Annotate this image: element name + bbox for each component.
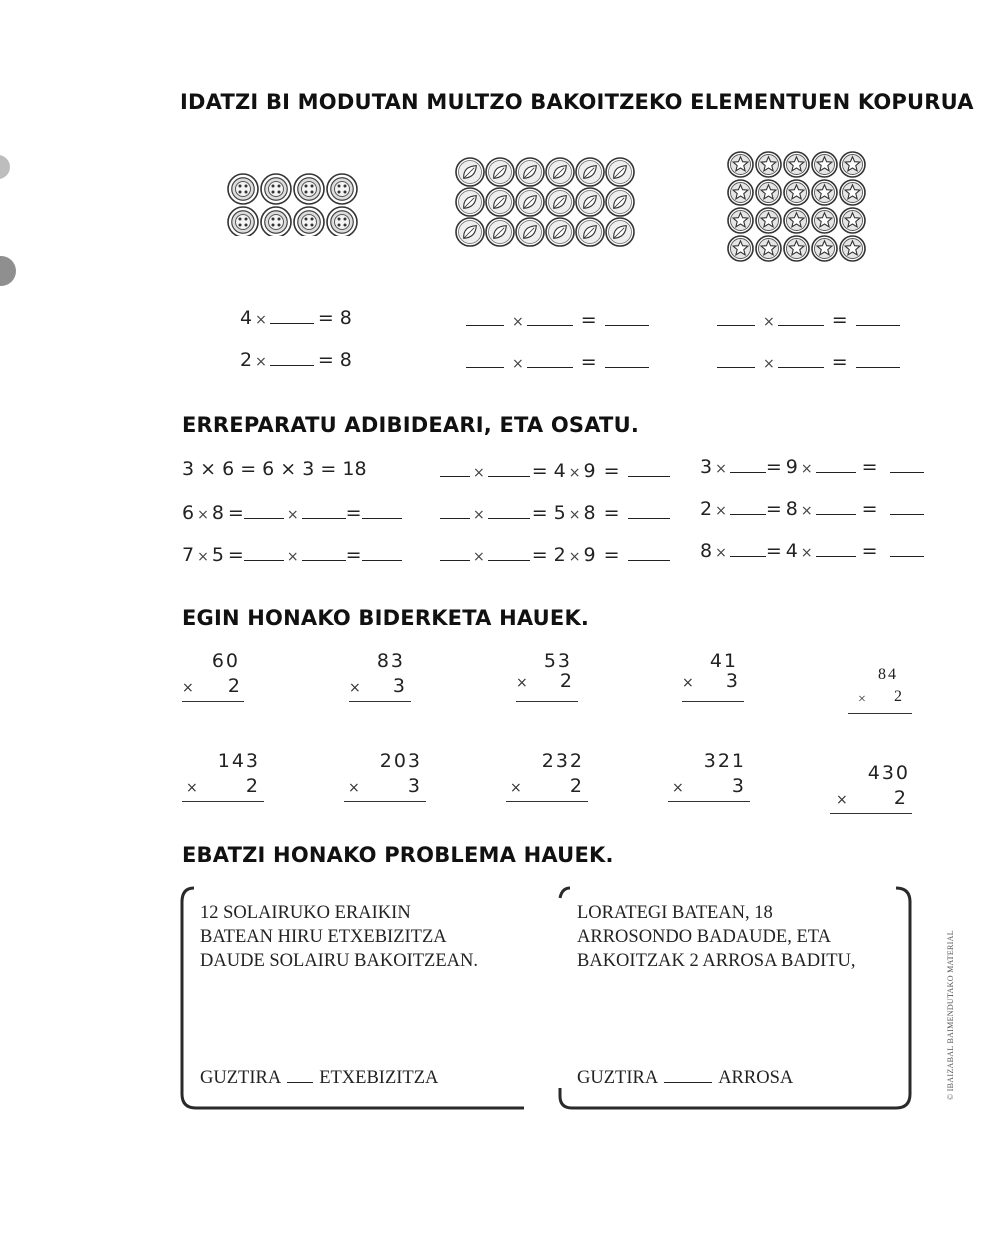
multiplication-problem xyxy=(516,650,578,704)
problem-answer xyxy=(577,1068,793,1089)
factor: 7 xyxy=(182,544,195,566)
bottom-number: 2 xyxy=(559,670,574,692)
answer-blank[interactable] xyxy=(270,307,314,324)
result-line xyxy=(848,713,912,714)
leaf-coin-icon xyxy=(516,188,544,216)
button-icon xyxy=(327,207,357,236)
equals-sign: = xyxy=(580,351,597,373)
button-icon xyxy=(228,207,258,236)
equals-sign: = xyxy=(603,544,620,566)
problem-line: BAKOITZAK 2 ARROSA BADITU, xyxy=(577,951,856,971)
answer-blank[interactable] xyxy=(890,456,924,473)
answer-prefix: GUZTIRA xyxy=(200,1068,282,1088)
answer-blank[interactable] xyxy=(730,456,766,473)
leaf-coin-icon xyxy=(546,158,574,186)
top-number: 232 xyxy=(541,750,584,772)
times-sign: × xyxy=(286,549,299,565)
equation-row xyxy=(240,307,352,329)
leaf-coin-icon xyxy=(546,218,574,246)
button-icon xyxy=(294,174,324,204)
times-sign: × xyxy=(512,356,524,372)
section-title-count-sets: IDATZI BI MODUTAN MULTZO BAKOITZEKO ELEMENTUEN KOPURUA xyxy=(180,90,974,114)
leaf-coin-icon xyxy=(486,158,514,186)
equation-row xyxy=(700,540,924,562)
answer-blank[interactable] xyxy=(527,351,573,368)
star-coin-icon xyxy=(784,236,809,261)
bottom-number: 2 xyxy=(245,775,260,797)
equals-sign: = xyxy=(345,502,362,524)
equation-row xyxy=(700,498,924,520)
multiplication-problem xyxy=(506,750,588,804)
button-icon xyxy=(261,174,291,204)
leaf-coin-group-image xyxy=(454,156,638,254)
star-coin-icon xyxy=(756,180,781,205)
star-coin-icon xyxy=(728,152,753,177)
star-coin-icon xyxy=(728,208,753,233)
answer-suffix: ETXEBIZITZA xyxy=(319,1068,439,1088)
equals-sign: = xyxy=(861,456,878,478)
answer-blank[interactable] xyxy=(816,540,856,557)
problem-line: 12 SOLAIRUKO ERAIKIN xyxy=(200,903,411,923)
equation-row xyxy=(440,544,670,566)
times-sign: × xyxy=(568,507,581,523)
multiplication-problem xyxy=(668,750,750,804)
result-line xyxy=(344,801,426,802)
answer-blank[interactable] xyxy=(488,502,530,519)
star-coin-icon xyxy=(784,180,809,205)
factor: 2 xyxy=(240,349,253,371)
button-group-image xyxy=(226,172,364,236)
star-coin-group-image xyxy=(726,150,868,262)
times-sign: × xyxy=(715,545,727,561)
multiplication-problem xyxy=(682,650,744,704)
answer-blank[interactable] xyxy=(527,309,573,326)
times-sign: × xyxy=(512,314,524,330)
multiplication-problem xyxy=(848,666,912,716)
problem-text xyxy=(577,901,856,973)
section-title-commutative: ERREPARATU ADIBIDEARI, ETA OSATU. xyxy=(182,413,640,437)
multiplication-problem xyxy=(830,762,912,816)
factor: 4 xyxy=(553,460,566,482)
answer-blank[interactable] xyxy=(488,544,530,561)
leaf-coin-icon xyxy=(576,218,604,246)
times-sign: × xyxy=(568,465,581,481)
leaf-coin-icon xyxy=(456,218,484,246)
equals-sign: = xyxy=(765,456,782,478)
answer-blank[interactable] xyxy=(778,351,824,368)
times-sign: × xyxy=(715,503,727,519)
leaf-coin-icon xyxy=(456,188,484,216)
answer-blank[interactable] xyxy=(628,544,670,561)
equals-sign: = xyxy=(765,498,782,520)
factor: 4 xyxy=(785,540,798,562)
answer-blank[interactable] xyxy=(856,309,900,326)
bottom-number: 3 xyxy=(731,775,746,797)
equation-row xyxy=(240,349,352,371)
answer-blank[interactable] xyxy=(664,1068,712,1083)
factor: 8 xyxy=(700,540,713,562)
top-number: 430 xyxy=(867,762,910,784)
times-sign: × xyxy=(715,461,727,477)
result-line xyxy=(506,801,588,802)
times-sign: × xyxy=(182,680,196,696)
answer-blank[interactable] xyxy=(302,544,346,561)
answer-blank[interactable] xyxy=(628,460,670,477)
equals-sign: = xyxy=(227,544,244,566)
star-coin-icon xyxy=(840,208,865,233)
result: = 8 xyxy=(317,307,352,329)
bottom-number: 2 xyxy=(227,675,242,697)
times-sign: × xyxy=(858,692,868,707)
leaf-coin-icon xyxy=(606,188,634,216)
binder-hole xyxy=(0,155,10,179)
factor: 9 xyxy=(583,460,596,482)
equals-sign: = xyxy=(345,544,362,566)
problem-line: DAUDE SOLAIRU BAKOITZEAN. xyxy=(200,951,478,971)
factor: 8 xyxy=(583,502,596,524)
top-number: 60 xyxy=(211,650,240,672)
problem-answer xyxy=(200,1068,438,1089)
times-sign: × xyxy=(800,545,813,561)
star-coin-icon xyxy=(756,152,781,177)
times-sign: × xyxy=(255,312,267,328)
times-sign: × xyxy=(349,680,363,696)
times-sign: × xyxy=(836,792,850,808)
equation-row xyxy=(466,351,649,373)
answer-blank[interactable] xyxy=(362,502,402,519)
times-sign: × xyxy=(186,780,200,796)
leaf-coin-icon xyxy=(456,158,484,186)
answer-blank[interactable] xyxy=(302,502,346,519)
answer-blank[interactable] xyxy=(440,460,470,477)
equals-sign: = xyxy=(861,498,878,520)
equals-sign: = xyxy=(861,540,878,562)
button-icon xyxy=(294,207,324,236)
star-coin-icon xyxy=(756,236,781,261)
example-text: 3 × 6 = 6 × 3 = 18 xyxy=(182,458,367,480)
times-sign: × xyxy=(510,780,524,796)
times-sign: × xyxy=(286,507,299,523)
answer-blank[interactable] xyxy=(244,502,284,519)
times-sign: × xyxy=(473,549,485,565)
answer-blank[interactable] xyxy=(488,460,530,477)
result-line xyxy=(349,701,411,702)
equals-sign: = xyxy=(831,309,848,331)
star-coin-icon xyxy=(756,208,781,233)
leaf-coin-icon xyxy=(516,218,544,246)
equals-sign: = xyxy=(580,309,597,331)
problem-line: ARROSONDO BADAUDE, ETA xyxy=(577,927,831,947)
star-coin-icon xyxy=(812,180,837,205)
multiplication-problem xyxy=(182,650,244,704)
answer-blank[interactable] xyxy=(270,349,314,366)
times-sign: × xyxy=(763,356,775,372)
factor: 9 xyxy=(785,456,798,478)
answer-prefix: GUZTIRA xyxy=(577,1068,659,1088)
leaf-coin-icon xyxy=(486,218,514,246)
factor: 5 xyxy=(553,502,566,524)
times-sign: × xyxy=(197,549,209,565)
answer-blank[interactable] xyxy=(856,351,900,368)
times-sign: × xyxy=(763,314,775,330)
star-coin-icon xyxy=(728,180,753,205)
result-line xyxy=(182,801,264,802)
answer-blank[interactable] xyxy=(628,502,670,519)
bottom-number: 2 xyxy=(569,775,584,797)
button-icon xyxy=(228,174,258,204)
factor: 3 xyxy=(700,456,713,478)
result-line xyxy=(182,701,244,702)
equals-sign: = xyxy=(531,460,548,482)
example-equation xyxy=(182,458,367,480)
equation-row xyxy=(182,544,402,566)
bottom-number: 2 xyxy=(893,787,908,809)
equation-row xyxy=(717,309,900,331)
factor: 2 xyxy=(700,498,713,520)
answer-blank[interactable] xyxy=(466,309,504,326)
equals-sign: = xyxy=(531,502,548,524)
multiplication-problem xyxy=(344,750,426,804)
bottom-number: 3 xyxy=(392,675,407,697)
binder-hole xyxy=(0,256,16,286)
answer-blank[interactable] xyxy=(466,351,504,368)
times-sign: × xyxy=(568,549,581,565)
result-line xyxy=(668,801,750,802)
top-number: 83 xyxy=(376,650,405,672)
equals-sign: = xyxy=(603,502,620,524)
star-coin-icon xyxy=(784,208,809,233)
equals-sign: = xyxy=(227,502,244,524)
answer-blank[interactable] xyxy=(890,540,924,557)
equation-row xyxy=(182,502,402,524)
times-sign: × xyxy=(672,780,686,796)
times-sign: × xyxy=(682,675,696,691)
times-sign: × xyxy=(255,354,267,370)
bottom-number: 3 xyxy=(725,670,740,692)
top-number: 143 xyxy=(217,750,260,772)
answer-blank[interactable] xyxy=(362,544,402,561)
leaf-coin-icon xyxy=(606,218,634,246)
answer-blank[interactable] xyxy=(730,540,766,557)
equals-sign: = xyxy=(831,351,848,373)
answer-blank[interactable] xyxy=(440,502,470,519)
result: = 8 xyxy=(317,349,352,371)
section-title-problems: EBATZI HONAKO PROBLEMA HAUEK. xyxy=(182,843,614,867)
times-sign: × xyxy=(197,507,209,523)
answer-blank[interactable] xyxy=(816,456,856,473)
star-coin-icon xyxy=(840,152,865,177)
star-coin-icon xyxy=(812,208,837,233)
star-coin-icon xyxy=(812,236,837,261)
factor: 8 xyxy=(785,498,798,520)
top-number: 321 xyxy=(703,750,746,772)
bottom-number: 3 xyxy=(407,775,422,797)
top-number: 84 xyxy=(878,666,898,683)
answer-blank[interactable] xyxy=(890,498,924,515)
result-line xyxy=(830,813,912,814)
times-sign: × xyxy=(348,780,362,796)
leaf-coin-icon xyxy=(576,188,604,216)
star-coin-icon xyxy=(840,180,865,205)
leaf-coin-icon xyxy=(486,188,514,216)
answer-blank[interactable] xyxy=(816,498,856,515)
result-line xyxy=(682,701,744,702)
leaf-coin-icon xyxy=(516,158,544,186)
leaf-coin-icon xyxy=(576,158,604,186)
answer-blank[interactable] xyxy=(717,309,755,326)
top-number: 41 xyxy=(709,650,738,672)
star-coin-icon xyxy=(728,236,753,261)
equals-sign: = xyxy=(765,540,782,562)
times-sign: × xyxy=(473,465,485,481)
times-sign: × xyxy=(473,507,485,523)
answer-blank[interactable] xyxy=(605,309,649,326)
factor: 4 xyxy=(240,307,253,329)
factor: 2 xyxy=(553,544,566,566)
button-icon xyxy=(327,174,357,204)
times-sign: × xyxy=(800,503,813,519)
copyright-note: © IBAIZABAL BAIMENDUTAKO MATERIAL xyxy=(946,930,955,1100)
equation-row xyxy=(466,309,649,331)
star-coin-icon xyxy=(784,152,809,177)
bottom-number: 2 xyxy=(894,688,904,705)
equation-row xyxy=(440,502,670,524)
multiplication-problem xyxy=(349,650,411,704)
answer-blank[interactable] xyxy=(778,309,824,326)
problem-line: BATEAN HIRU ETXEBIZITZA xyxy=(200,927,447,947)
factor: 9 xyxy=(583,544,596,566)
top-number: 53 xyxy=(543,650,572,672)
equation-row xyxy=(717,351,900,373)
result-line xyxy=(516,701,578,702)
equation-row xyxy=(700,456,924,478)
star-coin-icon xyxy=(812,152,837,177)
answer-suffix: ARROSA xyxy=(718,1068,794,1088)
problem-text xyxy=(200,901,478,973)
times-sign: × xyxy=(516,675,530,691)
equals-sign: = xyxy=(531,544,548,566)
button-icon xyxy=(261,207,291,236)
times-sign: × xyxy=(800,461,813,477)
equation-row xyxy=(440,460,670,482)
leaf-coin-icon xyxy=(546,188,574,216)
leaf-coin-icon xyxy=(606,158,634,186)
answer-blank[interactable] xyxy=(244,544,284,561)
answer-blank[interactable] xyxy=(717,351,755,368)
section-title-multiplications: EGIN HONAKO BIDERKETA HAUEK. xyxy=(182,606,590,630)
star-coin-icon xyxy=(840,236,865,261)
multiplication-problem xyxy=(182,750,264,804)
problem-line: LORATEGI BATEAN, 18 xyxy=(577,903,773,923)
factor: 6 xyxy=(182,502,195,524)
top-number: 203 xyxy=(379,750,422,772)
answer-blank[interactable] xyxy=(605,351,649,368)
factor: 8 xyxy=(211,502,224,524)
equals-sign: = xyxy=(603,460,620,482)
answer-blank[interactable] xyxy=(287,1068,313,1083)
answer-blank[interactable] xyxy=(730,498,766,515)
answer-blank[interactable] xyxy=(440,544,470,561)
factor: 5 xyxy=(211,544,224,566)
